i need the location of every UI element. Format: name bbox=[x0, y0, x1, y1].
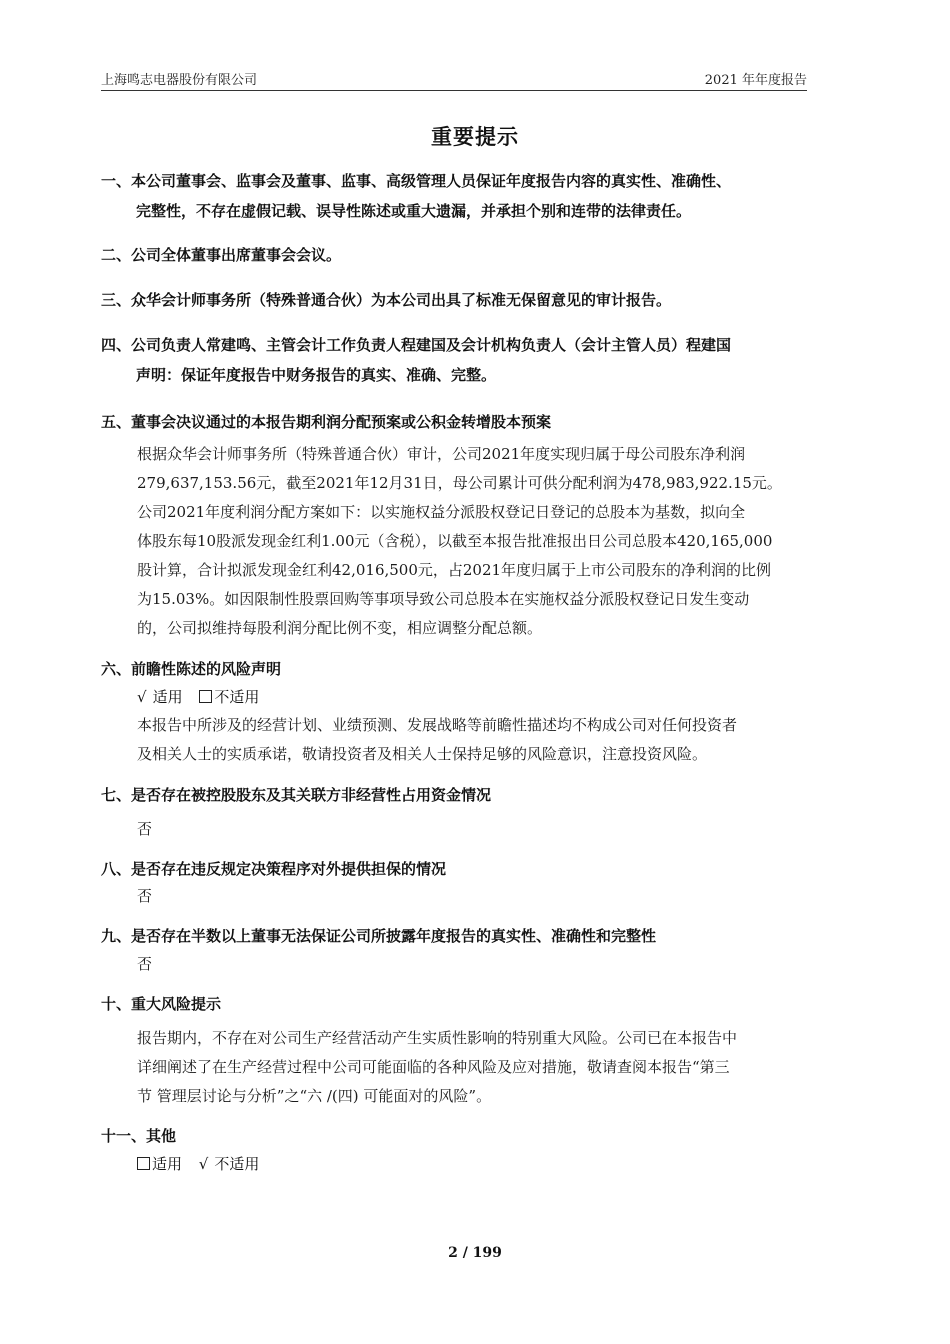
section-7-answer: 否 bbox=[137, 820, 153, 838]
section-number: 一、 bbox=[101, 172, 132, 190]
option-not-applicable: 不适用 bbox=[199, 688, 265, 706]
section-text-cont: 声明：保证年度报告中财务报告的真实、准确、完整。 bbox=[136, 366, 497, 384]
page-number: 2 / 199 bbox=[448, 1245, 502, 1261]
section-text: 前瞻性陈述的风险声明 bbox=[131, 660, 282, 678]
body-line: 的，公司拟维持每股利润分配比例不变，相应调整分配总额。 bbox=[137, 619, 543, 637]
section-11-heading bbox=[101, 1121, 811, 1151]
body-line: 详细阐述了在生产经营过程中公司可能面临的各种风险及应对措施，敬请查阅本报告“第三 bbox=[137, 1058, 730, 1076]
option-not-applicable: √ 不适用 bbox=[198, 1155, 260, 1173]
section-text: 重大风险提示 bbox=[131, 995, 222, 1013]
body-line: 为15.03%。如因限制性股票回购等事项导致公司总股本在实施权益分派股权登记日发生变动 bbox=[137, 590, 750, 608]
section-9-heading bbox=[101, 921, 811, 951]
section-text: 其他 bbox=[146, 1127, 177, 1145]
section-text: 众华会计师事务所（特殊普通合伙）为本公司出具了标准无保留意见的审计报告。 bbox=[131, 291, 672, 309]
section-number: 十、 bbox=[101, 995, 132, 1013]
applicability-check-6 bbox=[137, 684, 271, 710]
company-name: 上海鸣志电器股份有限公司 bbox=[101, 73, 258, 88]
report-title: 2021 年年度报告 bbox=[704, 73, 807, 88]
body-line: 节 管理层讨论与分析”之“六 /(四) 可能面对的风险”。 bbox=[137, 1087, 492, 1105]
section-number: 六、 bbox=[101, 660, 132, 678]
section-number: 七、 bbox=[101, 786, 132, 804]
check-mark-icon: √ bbox=[137, 688, 147, 706]
body-line: 股计算，合计拟派发现金红利42,016,500元，占2021年度归属于上市公司股东的净利润的比例 bbox=[137, 561, 772, 579]
section-7-heading bbox=[101, 780, 811, 810]
section-number: 二、 bbox=[101, 246, 132, 264]
section-number: 八、 bbox=[101, 860, 132, 878]
section-2-heading bbox=[101, 240, 811, 270]
section-6-heading bbox=[101, 654, 811, 684]
body-line: 报告期内，不存在对公司生产经营活动产生实质性影响的特别重大风险。公司已在本报告中 bbox=[137, 1029, 738, 1047]
page-header bbox=[101, 66, 807, 91]
section-number: 三、 bbox=[101, 291, 132, 309]
check-mark-icon: √ bbox=[198, 1155, 209, 1173]
section-number: 九、 bbox=[101, 927, 132, 945]
section-text: 是否存在违反规定决策程序对外提供担保的情况 bbox=[131, 860, 447, 878]
empty-checkbox-icon bbox=[137, 1157, 150, 1170]
section-number: 四、 bbox=[101, 336, 132, 354]
section-text-cont: 完整性，不存在虚假记载、误导性陈述或重大遗漏，并承担个别和连带的法律责任。 bbox=[136, 202, 692, 220]
section-8-heading bbox=[101, 854, 811, 884]
section-text: 本公司董事会、监事会及董事、监事、高级管理人员保证年度报告内容的真实性、准确性、 bbox=[131, 172, 732, 190]
section-5-heading bbox=[101, 407, 811, 437]
section-1-heading bbox=[101, 166, 811, 226]
body-line: 279,637,153.56元，截至2021年12月31日，母公司累计可供分配利润为478,983,922.15元。 bbox=[137, 474, 782, 492]
applicability-check-11 bbox=[137, 1151, 271, 1177]
body-line: 本报告中所涉及的经营计划、业绩预测、发展战略等前瞻性描述均不构成公司对任何投资者 bbox=[137, 716, 738, 734]
page-title: 重要提示 bbox=[431, 125, 519, 149]
section-6-body bbox=[137, 711, 809, 769]
section-10-body bbox=[137, 1024, 809, 1111]
section-text: 是否存在半数以上董事无法保证公司所披露年度报告的真实性、准确性和完整性 bbox=[131, 927, 657, 945]
body-line: 及相关人士的实质承诺，敬请投资者及相关人士保持足够的风险意识，注意投资风险。 bbox=[137, 745, 708, 763]
section-text: 公司全体董事出席董事会会议。 bbox=[131, 246, 342, 264]
empty-checkbox-icon bbox=[199, 690, 212, 703]
section-number: 五、 bbox=[101, 413, 132, 431]
section-8-answer: 否 bbox=[137, 887, 153, 905]
section-4-heading bbox=[101, 330, 811, 390]
section-5-body bbox=[137, 440, 809, 643]
section-text: 董事会决议通过的本报告期利润分配预案或公积金转增股本预案 bbox=[131, 413, 552, 431]
body-line: 公司2021年度利润分配方案如下：以实施权益分派股权登记日登记的总股本为基数，拟向全 bbox=[137, 503, 746, 521]
section-number: 十一、 bbox=[101, 1127, 147, 1145]
body-line: 根据众华会计师事务所（特殊普通合伙）审计，公司2021年度实现归属于母公司股东净利润 bbox=[137, 445, 746, 463]
option-applicable: 适用 bbox=[137, 1155, 188, 1173]
section-9-answer: 否 bbox=[137, 955, 153, 973]
section-text: 是否存在被控股股东及其关联方非经营性占用资金情况 bbox=[131, 786, 492, 804]
body-line: 体股东每10股派发现金红利1.00元（含税），以截至本报告批准报出日公司总股本420,165,000 bbox=[137, 532, 773, 550]
section-10-heading bbox=[101, 989, 811, 1019]
option-applicable: √ 适用 bbox=[137, 688, 183, 706]
section-3-heading bbox=[101, 285, 811, 315]
section-text: 公司负责人常建鸣、主管会计工作负责人程建国及会计机构负责人（会计主管人员）程建国 bbox=[131, 336, 732, 354]
